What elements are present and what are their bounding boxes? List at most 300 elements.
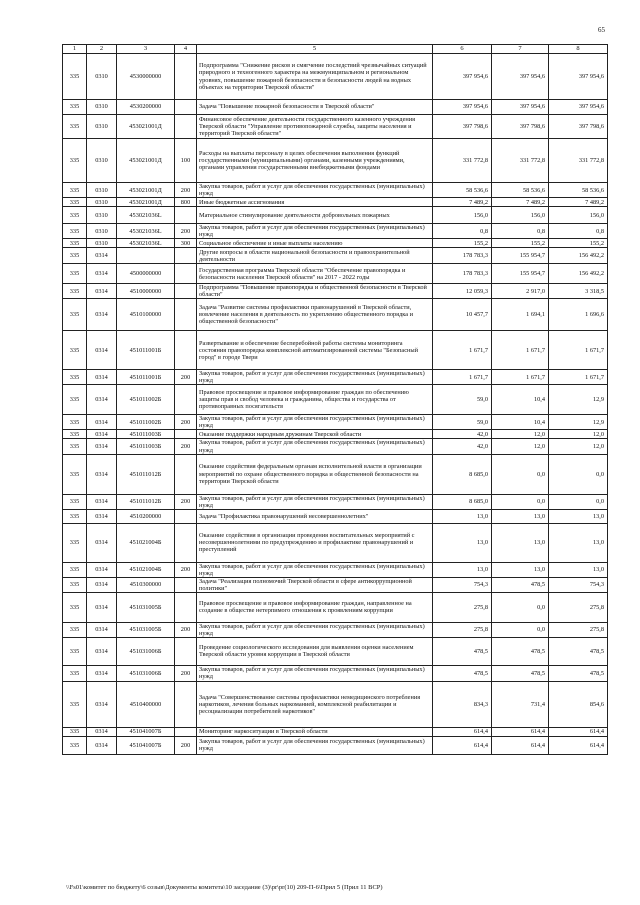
cell-description: Закупка товаров, работ и услуг для обеспечения государственных (муниципальных) нужд bbox=[197, 494, 433, 509]
cell-amount-1: 478,5 bbox=[433, 637, 492, 665]
cell-ministry-code: 335 bbox=[63, 224, 87, 239]
cell-amount-3: 0,0 bbox=[549, 454, 608, 494]
cell-target-article: 4510300000 bbox=[117, 577, 175, 592]
cell-expense-type bbox=[175, 509, 197, 523]
cell-amount-2: 13,0 bbox=[492, 509, 549, 523]
cell-description: Закупка товаров, работ и услуг для обеспечения государственных (муниципальных) нужд bbox=[197, 183, 433, 198]
cell-expense-type bbox=[175, 299, 197, 331]
cell-expense-type: 200 bbox=[175, 415, 197, 430]
cell-amount-3: 397 954,6 bbox=[549, 54, 608, 100]
cell-ministry-code: 335 bbox=[63, 637, 87, 665]
cell-amount-1: 275,8 bbox=[433, 622, 492, 637]
table-row bbox=[63, 562, 608, 577]
cell-target-article: 451041007Б bbox=[117, 727, 175, 736]
cell-ministry-code: 335 bbox=[63, 622, 87, 637]
cell-expense-type bbox=[175, 577, 197, 592]
cell-ministry-code: 335 bbox=[63, 248, 87, 264]
cell-ministry-code: 335 bbox=[63, 727, 87, 736]
cell-expense-type bbox=[175, 284, 197, 299]
table-row bbox=[63, 207, 608, 224]
table-row bbox=[63, 681, 608, 727]
table-row bbox=[63, 331, 608, 370]
cell-section-code: 0310 bbox=[87, 115, 117, 139]
cell-target-article: 4510000000 bbox=[117, 284, 175, 299]
table-row bbox=[63, 224, 608, 239]
cell-description: Закупка товаров, работ и услуг для обеспечения государственных (муниципальных) нужд bbox=[197, 736, 433, 754]
cell-target-article: 451011003Б bbox=[117, 439, 175, 454]
cell-amount-2: 0,0 bbox=[492, 592, 549, 622]
cell-ministry-code: 335 bbox=[63, 736, 87, 754]
header-cell: 3 bbox=[117, 45, 175, 54]
table-row bbox=[63, 198, 608, 207]
cell-description: Закупка товаров, работ и услуг для обеспечения государственных (муниципальных) нужд bbox=[197, 370, 433, 385]
cell-ministry-code: 335 bbox=[63, 299, 87, 331]
cell-description: Подпрограмма "Снижение рисков и смягчение последствий чрезвычайных ситуаций природного и техногенного характера на межмуниципальном и региональном уровнях, повышение пожарной безопасности и безопасности людей на водных объектах на территории Тверской области" bbox=[197, 54, 433, 100]
cell-description: Расходы на выплаты персоналу в целях обеспечения выполнения функций государственными (муниципальными) органами, казенными учреждениями, органами управления государственными внебюджетными фондами bbox=[197, 139, 433, 183]
cell-target-article: 453021036L bbox=[117, 239, 175, 248]
cell-description: Закупка товаров, работ и услуг для обеспечения государственных (муниципальных) нужд bbox=[197, 622, 433, 637]
cell-amount-3: 614,4 bbox=[549, 727, 608, 736]
cell-expense-type bbox=[175, 248, 197, 264]
cell-target-article: 453021036L bbox=[117, 224, 175, 239]
cell-description: Закупка товаров, работ и услуг для обеспечения государственных (муниципальных) нужд bbox=[197, 224, 433, 239]
cell-amount-2: 0,0 bbox=[492, 622, 549, 637]
cell-description: Социальное обеспечение и иные выплаты населению bbox=[197, 239, 433, 248]
table-row bbox=[63, 736, 608, 754]
table-row bbox=[63, 239, 608, 248]
cell-section-code: 0310 bbox=[87, 239, 117, 248]
cell-target-article: 4510100000 bbox=[117, 299, 175, 331]
cell-section-code: 0314 bbox=[87, 370, 117, 385]
cell-expense-type bbox=[175, 592, 197, 622]
cell-amount-1: 7 489,2 bbox=[433, 198, 492, 207]
table-body bbox=[63, 54, 608, 755]
cell-target-article: 451011002Б bbox=[117, 415, 175, 430]
table-row bbox=[63, 592, 608, 622]
header-cell: 6 bbox=[433, 45, 492, 54]
cell-section-code: 0314 bbox=[87, 385, 117, 415]
cell-description: Задача "Совершенствование системы профилактики немедицинского потребления наркотиков, лечения больных наркоманией, комплексной реабилитации и ресоциализации потребителей наркотиков" bbox=[197, 681, 433, 727]
cell-expense-type bbox=[175, 207, 197, 224]
cell-section-code: 0314 bbox=[87, 284, 117, 299]
cell-target-article: 453021001Д bbox=[117, 198, 175, 207]
cell-amount-1: 0,8 bbox=[433, 224, 492, 239]
cell-amount-2: 614,4 bbox=[492, 727, 549, 736]
cell-expense-type: 800 bbox=[175, 198, 197, 207]
cell-target-article: 453021001Д bbox=[117, 183, 175, 198]
cell-amount-2: 12,0 bbox=[492, 439, 549, 454]
table-row bbox=[63, 54, 608, 100]
cell-amount-1: 8 685,0 bbox=[433, 454, 492, 494]
cell-ministry-code: 335 bbox=[63, 454, 87, 494]
cell-target-article: 453021001Д bbox=[117, 115, 175, 139]
cell-amount-3: 0,8 bbox=[549, 224, 608, 239]
cell-amount-1: 178 783,3 bbox=[433, 264, 492, 284]
cell-amount-3: 478,5 bbox=[549, 665, 608, 681]
cell-amount-3: 12,9 bbox=[549, 415, 608, 430]
cell-ministry-code: 335 bbox=[63, 681, 87, 727]
cell-section-code: 0310 bbox=[87, 139, 117, 183]
table-row bbox=[63, 727, 608, 736]
cell-ministry-code: 335 bbox=[63, 430, 87, 439]
cell-target-article: 451011012Б bbox=[117, 454, 175, 494]
cell-amount-2: 0,0 bbox=[492, 494, 549, 509]
cell-amount-3: 754,3 bbox=[549, 577, 608, 592]
cell-description: Закупка товаров, работ и услуг для обеспечения государственных (муниципальных) нужд bbox=[197, 665, 433, 681]
table-row bbox=[63, 637, 608, 665]
cell-expense-type: 200 bbox=[175, 439, 197, 454]
table-header-row bbox=[63, 45, 608, 54]
cell-target-article: 451031005Б bbox=[117, 592, 175, 622]
cell-ministry-code: 335 bbox=[63, 439, 87, 454]
cell-amount-2: 13,0 bbox=[492, 562, 549, 577]
cell-amount-1: 397 954,6 bbox=[433, 54, 492, 100]
cell-amount-2: 0,0 bbox=[492, 454, 549, 494]
cell-section-code: 0314 bbox=[87, 665, 117, 681]
cell-amount-2: 614,4 bbox=[492, 736, 549, 754]
cell-amount-2: 12,0 bbox=[492, 430, 549, 439]
cell-amount-3: 275,8 bbox=[549, 622, 608, 637]
cell-expense-type bbox=[175, 115, 197, 139]
cell-expense-type: 200 bbox=[175, 370, 197, 385]
cell-target-article: 4530000000 bbox=[117, 54, 175, 100]
cell-amount-1: 1 671,7 bbox=[433, 331, 492, 370]
cell-expense-type bbox=[175, 100, 197, 115]
cell-amount-3: 397 954,6 bbox=[549, 100, 608, 115]
cell-target-article: 4510400000 bbox=[117, 681, 175, 727]
cell-ministry-code: 335 bbox=[63, 331, 87, 370]
cell-target-article: 451011003Б bbox=[117, 430, 175, 439]
cell-amount-3: 12,0 bbox=[549, 430, 608, 439]
cell-description: Оказание содействия федеральным органам исполнительной власти в организации мероприятий по охране общественного порядка и общественной безопасности на территории Тверской области bbox=[197, 454, 433, 494]
cell-ministry-code: 335 bbox=[63, 198, 87, 207]
page-number: 65 bbox=[598, 26, 605, 34]
cell-amount-2: 478,5 bbox=[492, 665, 549, 681]
cell-section-code: 0314 bbox=[87, 637, 117, 665]
cell-amount-2: 0,8 bbox=[492, 224, 549, 239]
cell-amount-1: 58 536,6 bbox=[433, 183, 492, 198]
cell-description: Проведение социологического исследования для выявления оценки населением Тверской области уровня коррупции в Тверской области bbox=[197, 637, 433, 665]
cell-target-article: 451021004Б bbox=[117, 562, 175, 577]
header-cell: 4 bbox=[175, 45, 197, 54]
cell-ministry-code: 335 bbox=[63, 415, 87, 430]
cell-section-code: 0314 bbox=[87, 430, 117, 439]
cell-amount-1: 59,0 bbox=[433, 415, 492, 430]
cell-amount-2: 397 954,6 bbox=[492, 100, 549, 115]
cell-amount-1: 614,4 bbox=[433, 736, 492, 754]
cell-amount-1: 178 783,3 bbox=[433, 248, 492, 264]
cell-amount-2: 7 489,2 bbox=[492, 198, 549, 207]
cell-section-code: 0310 bbox=[87, 100, 117, 115]
cell-target-article: 453021036L bbox=[117, 207, 175, 224]
cell-ministry-code: 335 bbox=[63, 54, 87, 100]
cell-amount-3: 7 489,2 bbox=[549, 198, 608, 207]
cell-description: Задача "Профилактика правонарушений несовершеннолетних" bbox=[197, 509, 433, 523]
cell-amount-3: 13,0 bbox=[549, 509, 608, 523]
cell-amount-2: 331 772,8 bbox=[492, 139, 549, 183]
cell-amount-3: 12,0 bbox=[549, 439, 608, 454]
cell-amount-2: 1 671,7 bbox=[492, 370, 549, 385]
cell-ministry-code: 335 bbox=[63, 494, 87, 509]
cell-section-code: 0310 bbox=[87, 54, 117, 100]
cell-description: Задача "Развитие системы профилактики правонарушений в Тверской области, вовлечение населения в деятельность по укреплению общественного порядка и общественной безопасности" bbox=[197, 299, 433, 331]
cell-amount-2: 10,4 bbox=[492, 415, 549, 430]
cell-target-article: 451011001Б bbox=[117, 331, 175, 370]
cell-amount-3: 13,0 bbox=[549, 562, 608, 577]
cell-expense-type bbox=[175, 727, 197, 736]
cell-amount-1: 42,0 bbox=[433, 439, 492, 454]
cell-amount-2: 155 954,7 bbox=[492, 264, 549, 284]
cell-amount-2: 1 671,7 bbox=[492, 331, 549, 370]
cell-amount-3: 331 772,8 bbox=[549, 139, 608, 183]
cell-description: Материальное стимулирование деятельности добровольных пожарных bbox=[197, 207, 433, 224]
cell-amount-3: 275,8 bbox=[549, 592, 608, 622]
cell-expense-type bbox=[175, 54, 197, 100]
cell-section-code: 0314 bbox=[87, 736, 117, 754]
cell-description: Закупка товаров, работ и услуг для обеспечения государственных (муниципальных) нужд bbox=[197, 439, 433, 454]
cell-amount-1: 155,2 bbox=[433, 239, 492, 248]
cell-expense-type: 200 bbox=[175, 736, 197, 754]
cell-section-code: 0314 bbox=[87, 415, 117, 430]
cell-section-code: 0314 bbox=[87, 331, 117, 370]
table-row bbox=[63, 622, 608, 637]
cell-ministry-code: 335 bbox=[63, 385, 87, 415]
cell-section-code: 0310 bbox=[87, 183, 117, 198]
cell-expense-type bbox=[175, 331, 197, 370]
cell-amount-2: 1 694,1 bbox=[492, 299, 549, 331]
table-row bbox=[63, 100, 608, 115]
table-row bbox=[63, 509, 608, 523]
cell-amount-3: 854,6 bbox=[549, 681, 608, 727]
table-row bbox=[63, 494, 608, 509]
header-cell: 1 bbox=[63, 45, 87, 54]
cell-amount-3: 3 318,5 bbox=[549, 284, 608, 299]
cell-amount-1: 12 059,3 bbox=[433, 284, 492, 299]
cell-section-code: 0314 bbox=[87, 264, 117, 284]
cell-ministry-code: 335 bbox=[63, 183, 87, 198]
cell-target-article: 453021001Д bbox=[117, 139, 175, 183]
cell-amount-3: 13,0 bbox=[549, 523, 608, 562]
cell-amount-3: 1 671,7 bbox=[549, 331, 608, 370]
table-row bbox=[63, 385, 608, 415]
cell-section-code: 0314 bbox=[87, 523, 117, 562]
cell-section-code: 0310 bbox=[87, 224, 117, 239]
cell-amount-1: 13,0 bbox=[433, 509, 492, 523]
table-row bbox=[63, 299, 608, 331]
table-row bbox=[63, 115, 608, 139]
cell-target-article: 4530200000 bbox=[117, 100, 175, 115]
cell-amount-1: 42,0 bbox=[433, 430, 492, 439]
table-row bbox=[63, 454, 608, 494]
cell-ministry-code: 335 bbox=[63, 139, 87, 183]
cell-ministry-code: 335 bbox=[63, 370, 87, 385]
cell-amount-3: 0,0 bbox=[549, 494, 608, 509]
table-row bbox=[63, 665, 608, 681]
cell-amount-2: 397 798,6 bbox=[492, 115, 549, 139]
cell-expense-type: 200 bbox=[175, 183, 197, 198]
cell-amount-1: 1 671,7 bbox=[433, 370, 492, 385]
cell-ministry-code: 335 bbox=[63, 665, 87, 681]
cell-ministry-code: 335 bbox=[63, 115, 87, 139]
cell-amount-1: 614,4 bbox=[433, 727, 492, 736]
cell-section-code: 0314 bbox=[87, 562, 117, 577]
cell-amount-1: 275,8 bbox=[433, 592, 492, 622]
cell-amount-3: 156 492,2 bbox=[549, 264, 608, 284]
cell-section-code: 0314 bbox=[87, 494, 117, 509]
cell-section-code: 0314 bbox=[87, 299, 117, 331]
cell-expense-type: 100 bbox=[175, 139, 197, 183]
header-cell: 2 bbox=[87, 45, 117, 54]
cell-expense-type bbox=[175, 637, 197, 665]
cell-section-code: 0314 bbox=[87, 681, 117, 727]
cell-expense-type bbox=[175, 681, 197, 727]
cell-section-code: 0310 bbox=[87, 198, 117, 207]
cell-amount-3: 1 696,6 bbox=[549, 299, 608, 331]
cell-section-code: 0314 bbox=[87, 439, 117, 454]
cell-ministry-code: 335 bbox=[63, 577, 87, 592]
cell-amount-1: 331 772,8 bbox=[433, 139, 492, 183]
table-row bbox=[63, 183, 608, 198]
cell-section-code: 0314 bbox=[87, 622, 117, 637]
cell-target-article: 451021004Б bbox=[117, 523, 175, 562]
cell-amount-1: 10 457,7 bbox=[433, 299, 492, 331]
cell-amount-3: 1 671,7 bbox=[549, 370, 608, 385]
cell-amount-3: 156 492,2 bbox=[549, 248, 608, 264]
cell-description: Оказание содействия в организации проведения воспитательных мероприятий с несовершеннолетними по предупреждению и профилактике правонарушений и преступлений bbox=[197, 523, 433, 562]
cell-expense-type bbox=[175, 523, 197, 562]
cell-description: Финансовое обеспечение деятельности государственного казенного учреждения Тверской области "Управление противопожарной службы, защиты населения и территорий Тверской области" bbox=[197, 115, 433, 139]
table-row bbox=[63, 577, 608, 592]
header-cell: 7 bbox=[492, 45, 549, 54]
cell-ministry-code: 335 bbox=[63, 284, 87, 299]
cell-section-code: 0314 bbox=[87, 577, 117, 592]
cell-ministry-code: 335 bbox=[63, 264, 87, 284]
cell-description: Закупка товаров, работ и услуг для обеспечения государственных (муниципальных) нужд bbox=[197, 415, 433, 430]
cell-expense-type: 300 bbox=[175, 239, 197, 248]
cell-target-article: 451031005Б bbox=[117, 622, 175, 637]
cell-ministry-code: 335 bbox=[63, 100, 87, 115]
header-cell: 5 bbox=[197, 45, 433, 54]
cell-amount-1: 397 954,6 bbox=[433, 100, 492, 115]
cell-amount-2: 155 954,7 bbox=[492, 248, 549, 264]
cell-amount-3: 155,2 bbox=[549, 239, 608, 248]
cell-target-article: 451011002Б bbox=[117, 385, 175, 415]
cell-amount-3: 12,9 bbox=[549, 385, 608, 415]
cell-ministry-code: 335 bbox=[63, 239, 87, 248]
cell-target-article bbox=[117, 248, 175, 264]
cell-section-code: 0314 bbox=[87, 454, 117, 494]
cell-description: Задача "Повышение пожарной безопасности в Тверской области" bbox=[197, 100, 433, 115]
cell-amount-3: 58 536,6 bbox=[549, 183, 608, 198]
cell-expense-type: 200 bbox=[175, 665, 197, 681]
cell-expense-type bbox=[175, 385, 197, 415]
cell-amount-2: 478,5 bbox=[492, 637, 549, 665]
cell-target-article: 451041007Б bbox=[117, 736, 175, 754]
cell-amount-1: 13,0 bbox=[433, 562, 492, 577]
cell-amount-1: 156,0 bbox=[433, 207, 492, 224]
cell-description: Иные бюджетные ассигнования bbox=[197, 198, 433, 207]
table-row bbox=[63, 284, 608, 299]
cell-target-article: 451011012Б bbox=[117, 494, 175, 509]
cell-amount-2: 397 954,6 bbox=[492, 54, 549, 100]
cell-amount-2: 58 536,6 bbox=[492, 183, 549, 198]
cell-ministry-code: 335 bbox=[63, 523, 87, 562]
cell-target-article: 451031006Б bbox=[117, 637, 175, 665]
cell-description: Правовое просвещение и правовое информирование граждан по обеспечению защиты прав и свобод человека и гражданина, общества и государства от противоправных посягательств bbox=[197, 385, 433, 415]
cell-section-code: 0314 bbox=[87, 592, 117, 622]
cell-ministry-code: 335 bbox=[63, 562, 87, 577]
budget-table bbox=[62, 44, 608, 755]
cell-amount-2: 156,0 bbox=[492, 207, 549, 224]
table-row bbox=[63, 139, 608, 183]
cell-section-code: 0314 bbox=[87, 509, 117, 523]
table-row bbox=[63, 264, 608, 284]
cell-amount-2: 478,5 bbox=[492, 577, 549, 592]
table-row bbox=[63, 430, 608, 439]
cell-amount-1: 397 798,6 bbox=[433, 115, 492, 139]
cell-amount-2: 155,2 bbox=[492, 239, 549, 248]
cell-amount-1: 478,5 bbox=[433, 665, 492, 681]
cell-amount-3: 478,5 bbox=[549, 637, 608, 665]
footer-file-path: \\Fs01\комитет по бюджету\6 созыв\Документы комитета\10 заседание (3)\pr\pr(10) 209-П-6\Прил 5 (Прил 11 ВСР) bbox=[66, 884, 383, 891]
cell-amount-3: 156,0 bbox=[549, 207, 608, 224]
cell-section-code: 0314 bbox=[87, 248, 117, 264]
cell-amount-1: 754,3 bbox=[433, 577, 492, 592]
cell-expense-type bbox=[175, 430, 197, 439]
cell-ministry-code: 335 bbox=[63, 592, 87, 622]
cell-expense-type: 200 bbox=[175, 494, 197, 509]
cell-amount-2: 13,0 bbox=[492, 523, 549, 562]
cell-amount-3: 397 798,6 bbox=[549, 115, 608, 139]
cell-description: Закупка товаров, работ и услуг для обеспечения государственных (муниципальных) нужд bbox=[197, 562, 433, 577]
cell-target-article: 451031006Б bbox=[117, 665, 175, 681]
table-row bbox=[63, 370, 608, 385]
cell-target-article: 451011001Б bbox=[117, 370, 175, 385]
cell-description: Задача "Реализация полномочий Тверской области в сфере антикоррупционной политики" bbox=[197, 577, 433, 592]
cell-amount-3: 614,4 bbox=[549, 736, 608, 754]
table-row bbox=[63, 415, 608, 430]
table-row bbox=[63, 523, 608, 562]
cell-amount-2: 10,4 bbox=[492, 385, 549, 415]
cell-description: Оказание поддержки народным дружинам Тверской области bbox=[197, 430, 433, 439]
cell-expense-type: 200 bbox=[175, 562, 197, 577]
cell-description: Государственная программа Тверской области "Обеспечение правопорядка и безопасности населения Тверской области" на 2017 - 2022 годы bbox=[197, 264, 433, 284]
cell-description: Подпрограмма "Повышение правопорядка и общественной безопасности в Тверской области" bbox=[197, 284, 433, 299]
cell-section-code: 0314 bbox=[87, 727, 117, 736]
cell-expense-type bbox=[175, 454, 197, 494]
cell-amount-1: 8 685,0 bbox=[433, 494, 492, 509]
cell-ministry-code: 335 bbox=[63, 207, 87, 224]
table-row bbox=[63, 439, 608, 454]
header-cell: 8 bbox=[549, 45, 608, 54]
cell-description: Правовое просвещение и правовое информирование граждан, направленное на создание в обществе нетерпимого отношения к проявлениям коррупции bbox=[197, 592, 433, 622]
cell-description: Развертывание и обеспечение бесперебойной работы системы мониторинга состояния правопорядка комплексной автоматизированной системы "Безопасный город" в городе Твери bbox=[197, 331, 433, 370]
cell-expense-type bbox=[175, 264, 197, 284]
cell-description: Мониторинг наркоситуации в Тверской области bbox=[197, 727, 433, 736]
cell-amount-2: 731,4 bbox=[492, 681, 549, 727]
cell-amount-1: 834,3 bbox=[433, 681, 492, 727]
cell-expense-type: 200 bbox=[175, 622, 197, 637]
cell-description: Другие вопросы в области национальной безопасности и правоохранительной деятельности bbox=[197, 248, 433, 264]
cell-expense-type: 200 bbox=[175, 224, 197, 239]
cell-target-article: 4510200000 bbox=[117, 509, 175, 523]
cell-amount-1: 59,0 bbox=[433, 385, 492, 415]
cell-section-code: 0310 bbox=[87, 207, 117, 224]
cell-target-article: 4500000000 bbox=[117, 264, 175, 284]
cell-amount-2: 2 917,0 bbox=[492, 284, 549, 299]
table-row bbox=[63, 248, 608, 264]
cell-ministry-code: 335 bbox=[63, 509, 87, 523]
